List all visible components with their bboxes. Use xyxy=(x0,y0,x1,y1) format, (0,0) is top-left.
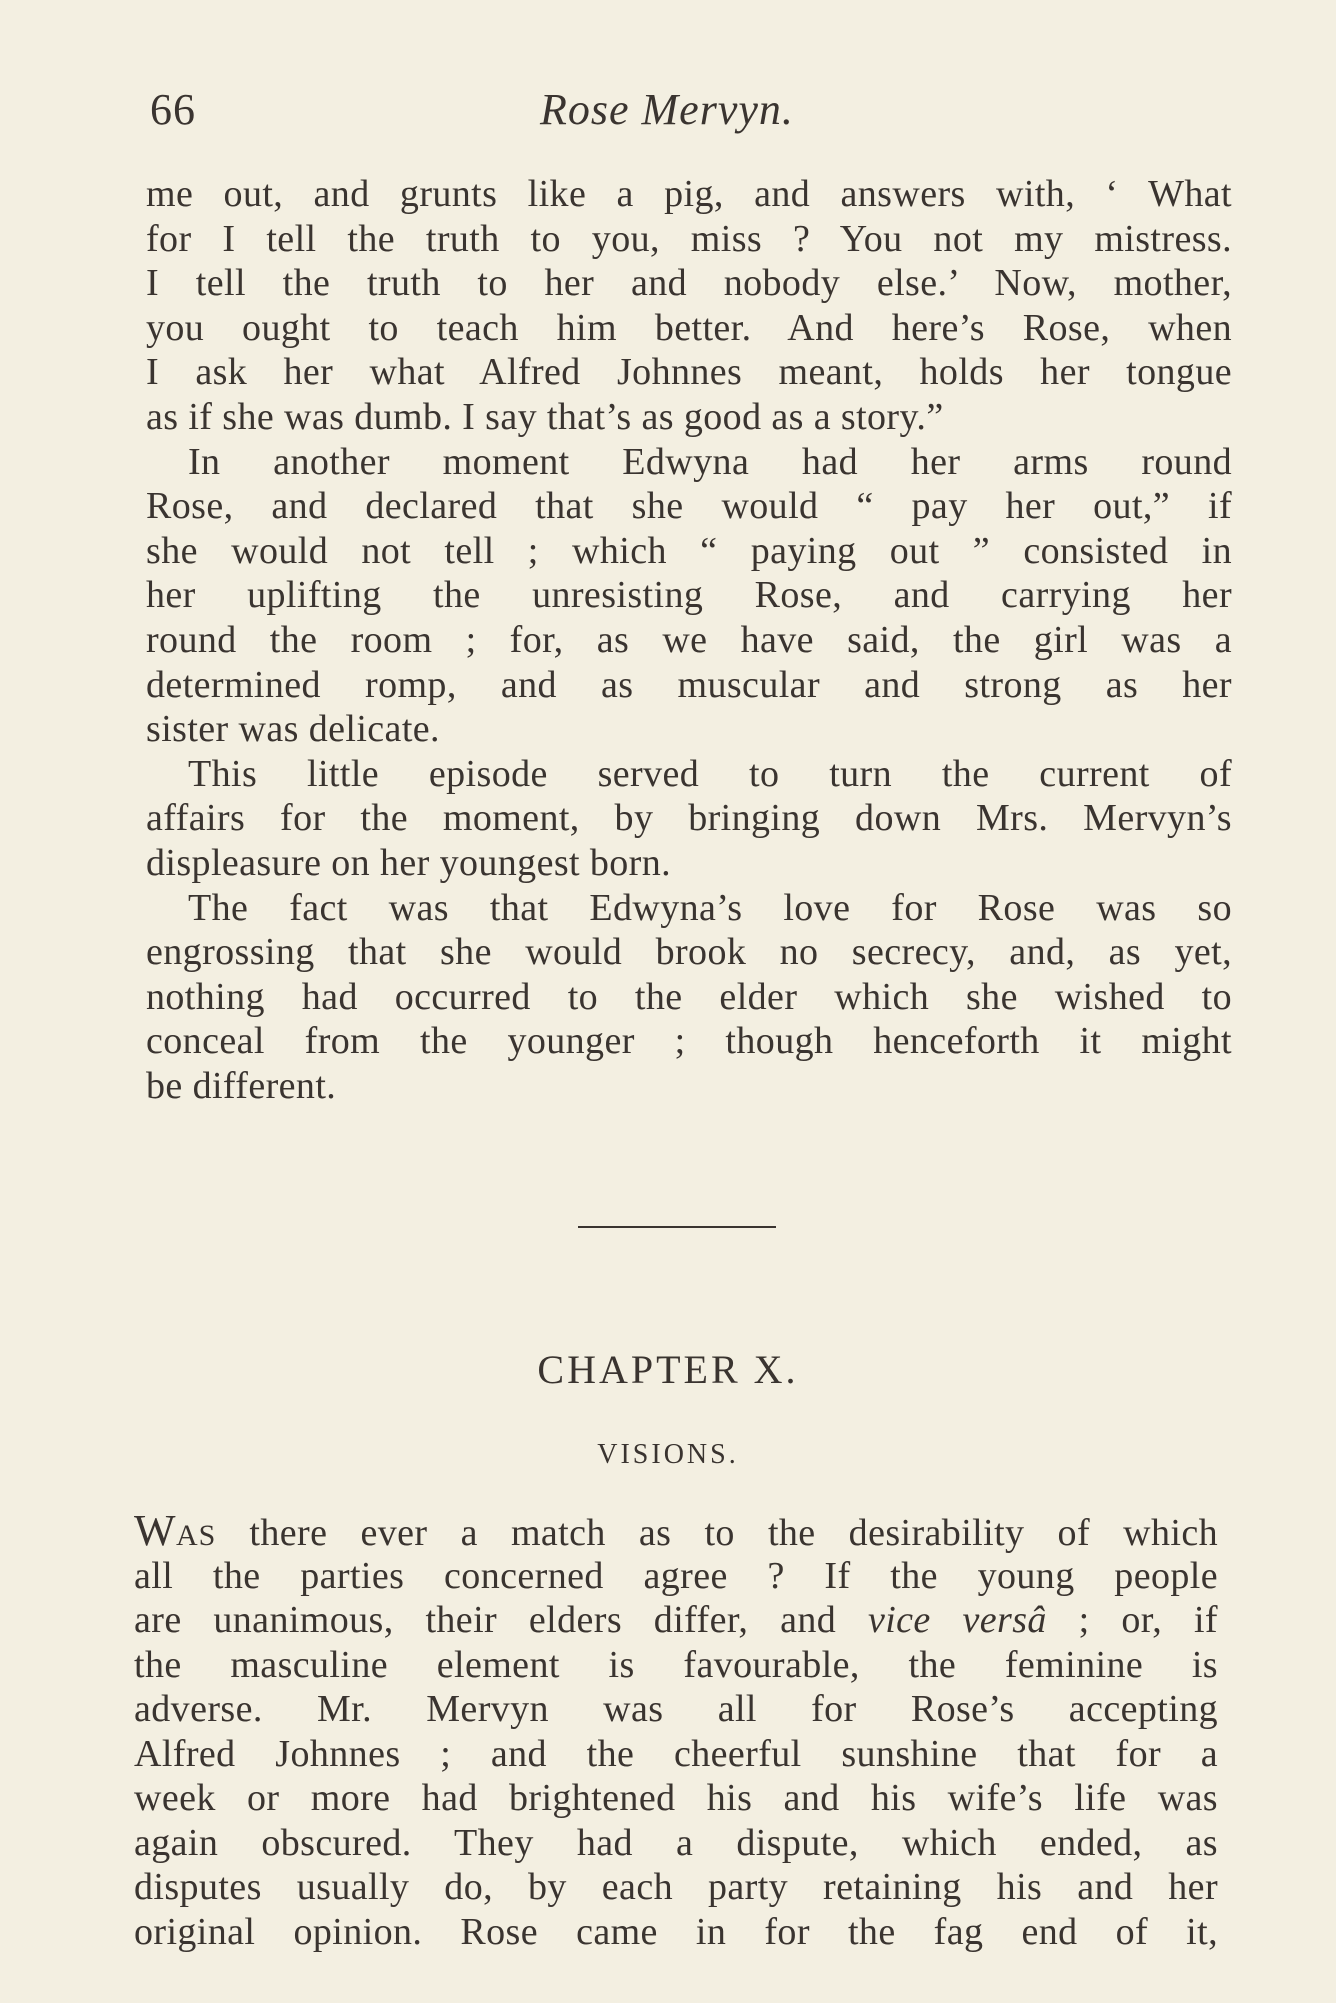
text-line: sister was delicate. xyxy=(146,708,440,751)
page-number: 66 xyxy=(150,85,196,134)
text-line: again obscured. They had a dispute, which ended, as xyxy=(134,1821,1218,1864)
text-line: original opinion. Rose came in for the fag end of it, xyxy=(134,1910,1218,1953)
text-line: as if she was dumb. I say that’s as good as a story.” xyxy=(146,395,944,438)
text-line: week or more had brightened his and his wife’s life was xyxy=(134,1777,1218,1819)
text-line-rest: there ever a match as to the desirability of which xyxy=(216,1512,1218,1554)
text-line-opening xyxy=(134,1506,1218,1555)
text-line: I tell the truth to her and nobody else.’ Now, mother, xyxy=(146,262,1232,305)
text-block-before-chapter xyxy=(146,172,1232,1108)
text-line: The fact was that Edwyna’s love for Rose was so xyxy=(188,886,1232,929)
running-title: Rose Mervyn. xyxy=(540,85,794,134)
chapter-title: CHAPTER X. xyxy=(537,1347,799,1392)
chapter-subtitle: VISIONS. xyxy=(597,1439,739,1470)
text-line: disputes usually do, by each party retaining his and her xyxy=(134,1866,1218,1908)
text-line: all the parties concerned agree ? If the young people xyxy=(134,1554,1218,1597)
section-divider xyxy=(578,1226,776,1228)
text-line: I ask her what Alfred Johnnes meant, holds her tongue xyxy=(146,351,1232,394)
text-line: In another moment Edwyna had her arms round xyxy=(188,440,1232,483)
text-line: Alfred Johnnes ; and the cheerful sunshine that for a xyxy=(134,1732,1218,1775)
text-line: This little episode served to turn the current of xyxy=(188,752,1232,795)
text-line: Rose, and declared that she would “ pay her out,” if xyxy=(146,485,1232,528)
text-line: she would not tell ; which “ paying out ” consisted in xyxy=(146,529,1232,572)
text-line: nothing had occurred to the elder which she wished to xyxy=(146,975,1232,1018)
text-line: her uplifting the unresisting Rose, and carrying her xyxy=(146,574,1232,617)
page-header xyxy=(150,84,1250,144)
italic-phrase: vice versâ xyxy=(867,1599,1047,1641)
text-block-chapter-x xyxy=(134,1506,1218,1954)
text-line: adverse. Mr. Mervyn was all for Rose’s accepting xyxy=(134,1688,1218,1730)
text-line: the masculine element is favourable, the feminine is xyxy=(134,1643,1218,1686)
text-line: affairs for the moment, by bringing down Mrs. Mervyn’s xyxy=(146,797,1232,840)
text-line: engrossing that she would brook no secrecy, and, as yet, xyxy=(146,931,1232,974)
text-segment: are unanimous, their elders differ, and xyxy=(134,1599,868,1641)
text-segment: ; or, if xyxy=(1046,1599,1218,1641)
text-line-mixed xyxy=(134,1598,1218,1643)
text-line: be different. xyxy=(146,1064,337,1107)
text-line: me out, and grunts like a pig, and answers with, ‘ What xyxy=(146,173,1232,215)
text-line: you ought to teach him better. And here’s Rose, when xyxy=(146,306,1232,349)
small-caps-rest: AS xyxy=(175,1519,217,1552)
text-line: for I tell the truth to you, miss ? You not my mistress. xyxy=(146,217,1232,260)
small-caps-initial: W xyxy=(134,1506,176,1555)
text-line: conceal from the younger ; though henceforth it might xyxy=(146,1020,1232,1063)
text-line: round the room ; for, as we have said, the girl was a xyxy=(146,618,1232,661)
text-line: displeasure on her youngest born. xyxy=(146,841,672,884)
text-line: determined romp, and as muscular and strong as her xyxy=(146,663,1232,706)
